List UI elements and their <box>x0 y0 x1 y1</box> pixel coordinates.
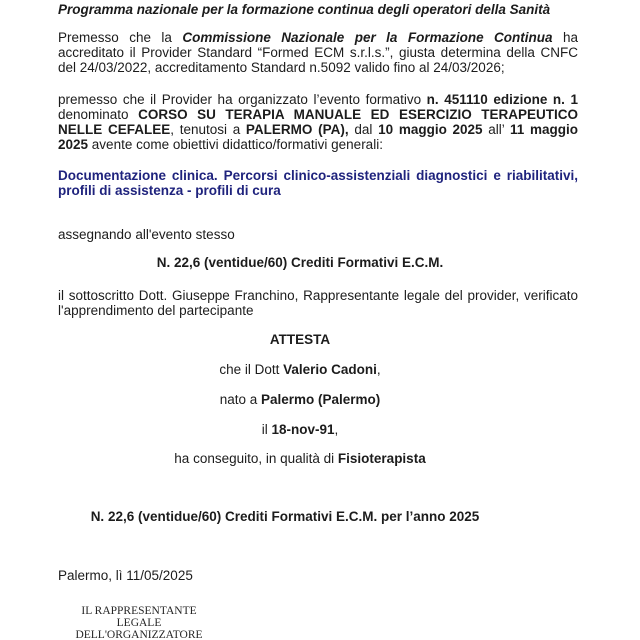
credits-year-line: N. 22,6 (ventidue/60) Crediti Formativi E.C.M. per l’anno 2025 <box>90 509 480 524</box>
qualification-value: Fisioterapista <box>337 451 426 466</box>
event-text-6: avente come obiettivi didattico/formativi generali: <box>88 137 383 152</box>
event-course-name: CORSO SU TERAPIA MANUALE ED ESERCIZIO TERAPEUTICO NELLE CEFALEE <box>58 107 578 137</box>
event-end-date: 11 maggio 2025 <box>58 122 579 152</box>
signature-block <box>58 605 220 640</box>
attests-heading: ATTESTA <box>269 332 331 347</box>
attendee-name: Valerio Cadoni <box>283 362 377 377</box>
paragraph-event <box>58 92 578 152</box>
commission-name: Commissione Nazionale per la Formazione Continua <box>182 30 553 45</box>
birthdate-line <box>58 422 542 437</box>
event-text-1: premesso che il Provider ha organizzato l’evento formativo <box>58 92 427 107</box>
birthplace-value: Palermo (Palermo) <box>261 392 381 407</box>
program-title: Programma nazionale per la formazione continua degli operatori della Sanità <box>58 2 551 17</box>
objectives-heading: Documentazione clinica. Percorsi clinico-assistenziali diagnostici e riabilitativi, profili di assistenza - profili di cura <box>58 168 578 198</box>
paragraph-accreditation <box>58 30 578 75</box>
attendee-pre: che il Dott <box>219 362 284 377</box>
qualification-line <box>58 451 542 466</box>
signature-role-line2: DELL'ORGANIZZATORE <box>75 629 203 640</box>
place-date-line: Palermo, lì 11/05/2025 <box>58 568 193 583</box>
credits-line: N. 22,6 (ventidue/60) Crediti Formativi E.C.M. <box>156 255 444 270</box>
birthdate-pre: il <box>261 422 272 437</box>
accreditation-text-pre: Premesso che la <box>58 30 183 45</box>
attendee-line <box>58 362 542 377</box>
event-text-3: , tenutosi a <box>170 122 246 137</box>
birthdate-post: , <box>334 422 339 437</box>
signature-role-line1: IL RAPPRESENTANTE LEGALE <box>81 605 197 629</box>
event-location: PALERMO (PA), <box>245 122 349 137</box>
event-start-date: 10 maggio 2025 <box>378 122 483 137</box>
qualification-pre: ha conseguito, in qualità di <box>174 451 338 466</box>
assigning-line: assegnando all'evento stesso <box>58 227 235 242</box>
event-number: n. 451110 edizione n. 1 <box>426 92 578 107</box>
birthplace-line <box>58 392 542 407</box>
event-text-5: all’ <box>482 122 511 137</box>
undersigned-paragraph: il sottoscritto Dott. Giuseppe Franchino, Rappresentante legale del provider, verificato l'apprendimento del partecipante <box>58 288 578 318</box>
birthplace-pre: nato a <box>219 392 261 407</box>
event-text-4: dal <box>348 122 379 137</box>
attendee-post: , <box>376 362 381 377</box>
birthdate-value: 18-nov-91 <box>271 422 335 437</box>
event-text-2: denominato <box>58 107 139 122</box>
accreditation-text-post: ha accreditato il Provider Standard “Formed ECM s.r.l.s.”, giusta determina della CNFC del 24/03/2022, accreditamento Standard n.5092 valido fino al 24/03/2026; <box>58 30 578 75</box>
